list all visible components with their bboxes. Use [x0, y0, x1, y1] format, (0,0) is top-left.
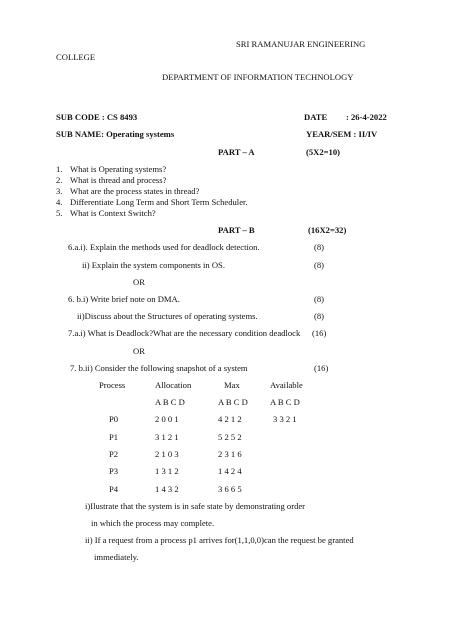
list-item: 2. What is thread and process?: [56, 175, 167, 185]
question-7ai-marks: (16): [312, 328, 327, 338]
table-subheader: A B C D: [155, 397, 185, 407]
table-cell: 1 4 2 4: [218, 466, 242, 476]
or-separator: OR: [133, 277, 145, 287]
table-cell: 3 3 2 1: [273, 414, 297, 424]
question-6bi: 6. b.i) Write brief note on DMA.: [68, 294, 180, 304]
list-item: 5. What is Context Switch?: [56, 208, 156, 218]
question-6ai-marks: (8): [314, 242, 325, 252]
question-7bii: 7. b.ii) Consider the following snapshot of a system: [70, 363, 248, 373]
question-6bi-marks: (8): [314, 294, 325, 304]
sub-name: SUB NAME: Operating systems: [56, 129, 175, 139]
table-cell: 1 3 1 2: [155, 466, 179, 476]
part-a-title: PART – A: [218, 147, 255, 157]
list-item: 1. What is Operating systems?: [56, 164, 167, 174]
table-cell: 2 1 0 3: [155, 449, 179, 459]
list-item: 3. What are the process states in thread?: [56, 186, 200, 196]
sub-question-i-cont: in which the process may complete.: [91, 518, 215, 528]
table-cell: 2 3 1 6: [218, 449, 242, 459]
year-sem: YEAR/SEM : II/IV: [306, 129, 378, 139]
table-cell: 5 2 5 2: [218, 432, 242, 442]
question-6aii: ii) Explain the system components in OS.: [82, 260, 225, 270]
question-7bii-marks: (16): [314, 363, 329, 373]
table-header: Max: [224, 380, 240, 390]
or-separator: OR: [133, 346, 145, 356]
list-item: 4. Differentiate Long Term and Short Term Scheduler.: [56, 197, 248, 207]
table-cell: P1: [109, 432, 119, 442]
date-label: DATE: [304, 112, 328, 122]
table-subheader: A B C D: [218, 397, 248, 407]
part-a-questions: [56, 164, 248, 219]
question-6bii-marks: (8): [314, 311, 325, 321]
part-a-marks: (5X2=10): [306, 147, 341, 157]
college-name: SRI RAMANUJAR ENGINEERING: [236, 39, 366, 49]
table-cell: 3 1 2 1: [155, 432, 179, 442]
sub-code: SUB CODE : CS 8493: [56, 112, 138, 122]
table-header: Allocation: [155, 380, 192, 390]
table-header: Available: [270, 380, 303, 390]
date-value: : 26-4-2022: [346, 112, 387, 122]
question-6ai: 6.a.i). Explain the methods used for deadlock detection.: [68, 242, 260, 252]
question-6aii-marks: (8): [314, 260, 325, 270]
sub-question-ii: ii) If a request from a process p1 arrives for(1,1,0,0)can the request be granted: [85, 535, 354, 545]
part-b-marks: (16X2=32): [308, 225, 347, 235]
table-subheader: A B C D: [270, 397, 300, 407]
sub-question-i: i)Ilustrate that the system is in safe state by demonstrating order: [85, 501, 306, 511]
table-header: Process: [99, 380, 126, 390]
table-cell: P2: [109, 449, 119, 459]
table-cell: 4 2 1 2: [218, 414, 242, 424]
table-cell: P0: [109, 414, 119, 424]
part-b-title: PART – B: [218, 225, 255, 235]
sub-question-ii-cont: immediately.: [94, 552, 139, 562]
question-6bii: ii)Discuss about the Structures of operating systems.: [77, 311, 258, 321]
table-cell: P4: [109, 484, 119, 494]
department-name: DEPARTMENT OF INFORMATION TECHNOLOGY: [162, 72, 354, 82]
table-cell: P3: [109, 466, 119, 476]
table-cell: 3 6 6 5: [218, 484, 242, 494]
table-cell: 1 4 3 2: [155, 484, 179, 494]
college-name-cont: COLLEGE: [56, 52, 96, 62]
question-7ai: 7.a.i) What is Deadlock?What are the necessary condition deadlock: [68, 328, 301, 338]
table-cell: 2 0 0 1: [155, 414, 179, 424]
